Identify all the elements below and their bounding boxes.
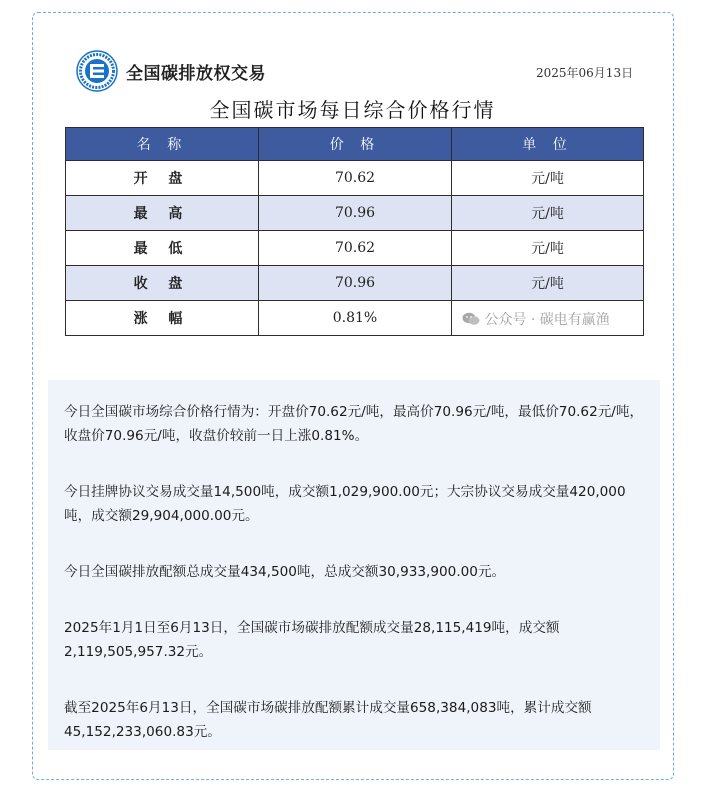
price-table	[65, 127, 644, 336]
row-unit-cell: 元/吨	[452, 196, 644, 231]
column-header-name: 名 称	[66, 128, 259, 161]
page-title: 全国碳市场每日综合价格行情	[209, 98, 496, 122]
row-price-cell: 70.96	[259, 196, 452, 231]
row-price-cell: 0.81%	[259, 301, 452, 336]
row-name-cell: 收 盘	[66, 266, 259, 301]
wechat-watermark	[462, 309, 610, 329]
table-row	[66, 266, 644, 301]
summary-paragraph: 今日全国碳排放配额总成交量434,500吨，总成交额30,933,900.00元。	[64, 564, 506, 580]
column-header-price: 价 格	[259, 128, 452, 161]
report-date: 2025年06月13日	[536, 66, 634, 80]
summary-paragraph: 2025年1月1日至6月13日，全国碳市场碳排放配额成交量28,115,419吨，成交额2,119,505,957.32元。	[64, 620, 560, 660]
watermark-text: 公众号 · 碳电有赢渔	[484, 312, 610, 328]
row-price-cell: 70.62	[259, 161, 452, 196]
row-name-cell: 涨 幅	[66, 301, 259, 336]
row-name-cell: 开 盘	[66, 161, 259, 196]
row-name-cell: 最 低	[66, 231, 259, 266]
summary-paragraph: 截至2025年6月13日，全国碳市场碳排放配额累计成交量658,384,083吨，累计成交额45,152,233,060.83元。	[64, 700, 592, 740]
column-header-unit: 单 位	[452, 128, 644, 161]
table-row	[66, 231, 644, 266]
row-unit-cell: 元/吨	[452, 161, 644, 196]
summary-paragraph: 今日全国碳市场综合价格行情为：开盘价70.62元/吨，最高价70.96元/吨，最低价70.62元/吨，收盘价70.96元/吨，收盘价较前一日上涨0.81%。	[64, 404, 644, 444]
row-unit-cell: 元/吨	[452, 231, 644, 266]
row-price-cell: 70.62	[259, 231, 452, 266]
wechat-icon	[462, 312, 480, 326]
summary-paragraph: 今日挂牌协议交易成交量14,500吨，成交额1,029,900.00元；大宗协议交易成交量420,000吨，成交额29,904,000.00元。	[64, 484, 626, 524]
market-summary	[48, 380, 660, 750]
table-row	[66, 196, 644, 231]
row-unit-cell: 元/吨	[452, 266, 644, 301]
row-price-cell: 70.96	[259, 266, 452, 301]
table-row	[66, 161, 644, 196]
row-name-cell: 最 高	[66, 196, 259, 231]
org-name: 全国碳排放权交易	[126, 64, 266, 84]
emissions-exchange-logo-icon	[76, 50, 118, 92]
table-header-row	[66, 128, 644, 161]
